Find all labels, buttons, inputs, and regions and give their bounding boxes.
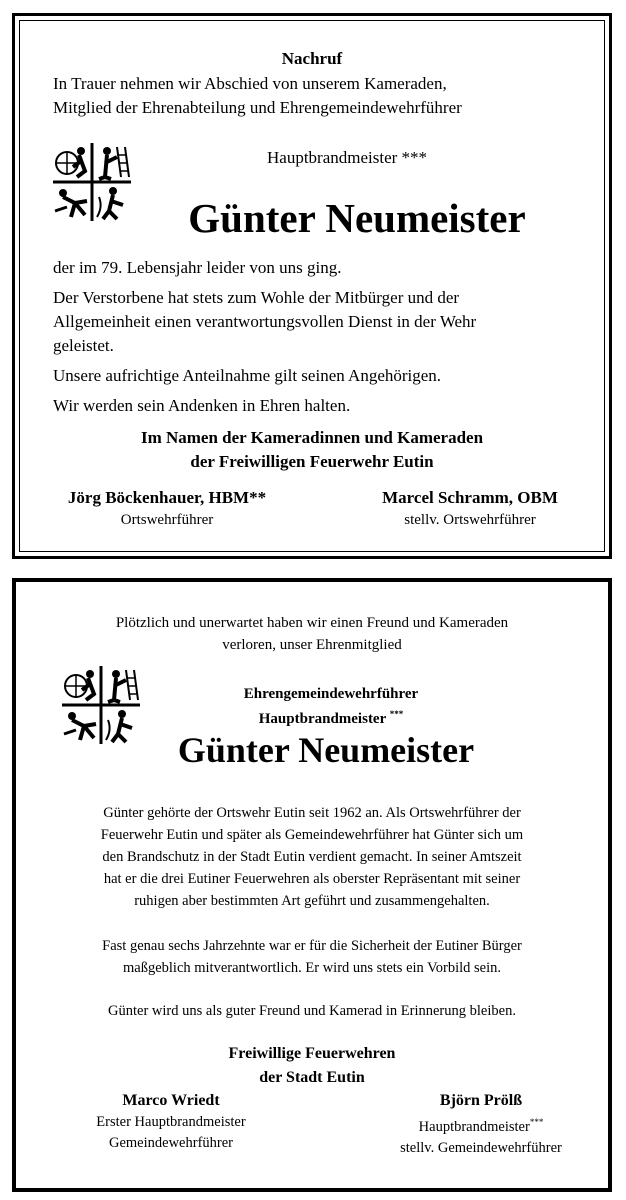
paragraph-3: Günter wird uns als guter Freund und Kamerad in Erinnerung bleiben. [108,1003,516,1019]
signature-left [56,1090,286,1154]
intro-line-1: Plötzlich und unerwartet haben wir einen Freund und Kameraden [115,615,509,631]
signer-name: Marcel Schramm, OBM [382,488,558,507]
signer-title-1: Erster Hauptbrandmeister [96,1114,246,1130]
closing-line-1: Freiwillige Feuerwehren [228,1045,396,1062]
intro-line-1: In Trauer nehmen wir Abschied von unserem Kameraden, [53,74,447,93]
rank-text: Hauptbrandmeister [258,711,386,727]
signer-name: Björn Prölß [439,1092,523,1109]
intro-line-2: verloren, unser Ehrenmitglied [222,637,402,653]
paragraph-3: Unsere aufrichtige Anteilnahme gilt seinen Angehörigen. [53,366,442,385]
paragraph-4: Wir werden sein Andenken in Ehren halten. [53,396,351,415]
obituary-notice-2 [12,578,612,1192]
rank-line [156,704,506,729]
paragraph-1: der im 79. Lebensjahr leider von uns ging. [53,258,342,277]
paragraph-1-line: den Brandschutz in der Stadt Eutin verdient gemacht. In seiner Amtszeit [102,849,522,865]
closing-line-2: der Freiwilligen Feuerwehr Eutin [190,452,434,471]
signer-title-1 [366,1112,596,1138]
signer-title-1-text: Hauptbrandmeister [418,1118,530,1135]
signature-right [366,1090,596,1159]
rank-stars: *** [389,709,404,719]
closing-line-2: der Stadt Eutin [259,1069,365,1086]
signer-name: Jörg Böckenhauer, HBM** [67,488,267,507]
deceased-name: Günter Neumeister [177,730,475,770]
paragraph-2-line: Fast genau sechs Jahrzehnte war er für die Sicherheit der Eutiner Bürger [102,938,522,954]
role-line: Ehrengemeindewehrführer [243,686,419,702]
notice-heading: Nachruf [281,49,343,68]
signer-title-2: Gemeindewehrführer [109,1135,233,1151]
deceased-name: Günter Neumeister [188,195,526,241]
paragraph-1 [16,802,608,912]
paragraph-2-line-1: Der Verstorbene hat stets zum Wohle der Mitbürger und der [53,288,460,307]
signer-title-stars: *** [529,1117,544,1127]
signer-title: stellv. Ortswehrführer [404,512,536,528]
paragraph-2-line-3: geleistet. [53,336,114,355]
fire-brigade-emblem [51,141,133,223]
intro-line-2: Mitglied der Ehrenabteilung und Ehrengemeindewehrführer [53,98,462,117]
paragraph-1-line: hat er die drei Eutiner Feuerwehren als oberster Repräsentant mit seiner [103,871,521,887]
paragraph-1-line: ruhigen aber bestimmten Art geführt und zusammengehalten. [134,893,490,909]
closing-line-1: Im Namen der Kameradinnen und Kameraden [140,428,484,447]
paragraph-1-line: Feuerwehr Eutin und später als Gemeindewehrführer hat Günter sich um [100,827,524,843]
obituary-notice-1 [12,13,612,559]
signature-right [345,486,595,530]
signature-left [37,486,297,530]
paragraph-1-line: Günter gehörte der Ortswehr Eutin seit 1962 an. Als Ortswehrführer der [103,805,521,821]
paragraph-2 [16,935,608,979]
signer-name: Marco Wriedt [122,1092,220,1109]
rank-line: Hauptbrandmeister *** [267,148,428,167]
paragraph-2-line: maßgeblich mitverantwortlich. Er wird uns stets ein Vorbild sein. [122,960,501,976]
paragraph-2-line-2: Allgemeinheit einen verantwortungsvollen Dienst in der Wehr [53,312,477,331]
signer-title-2: stellv. Gemeindewehrführer [400,1139,562,1156]
signer-title: Ortswehrführer [120,512,214,528]
